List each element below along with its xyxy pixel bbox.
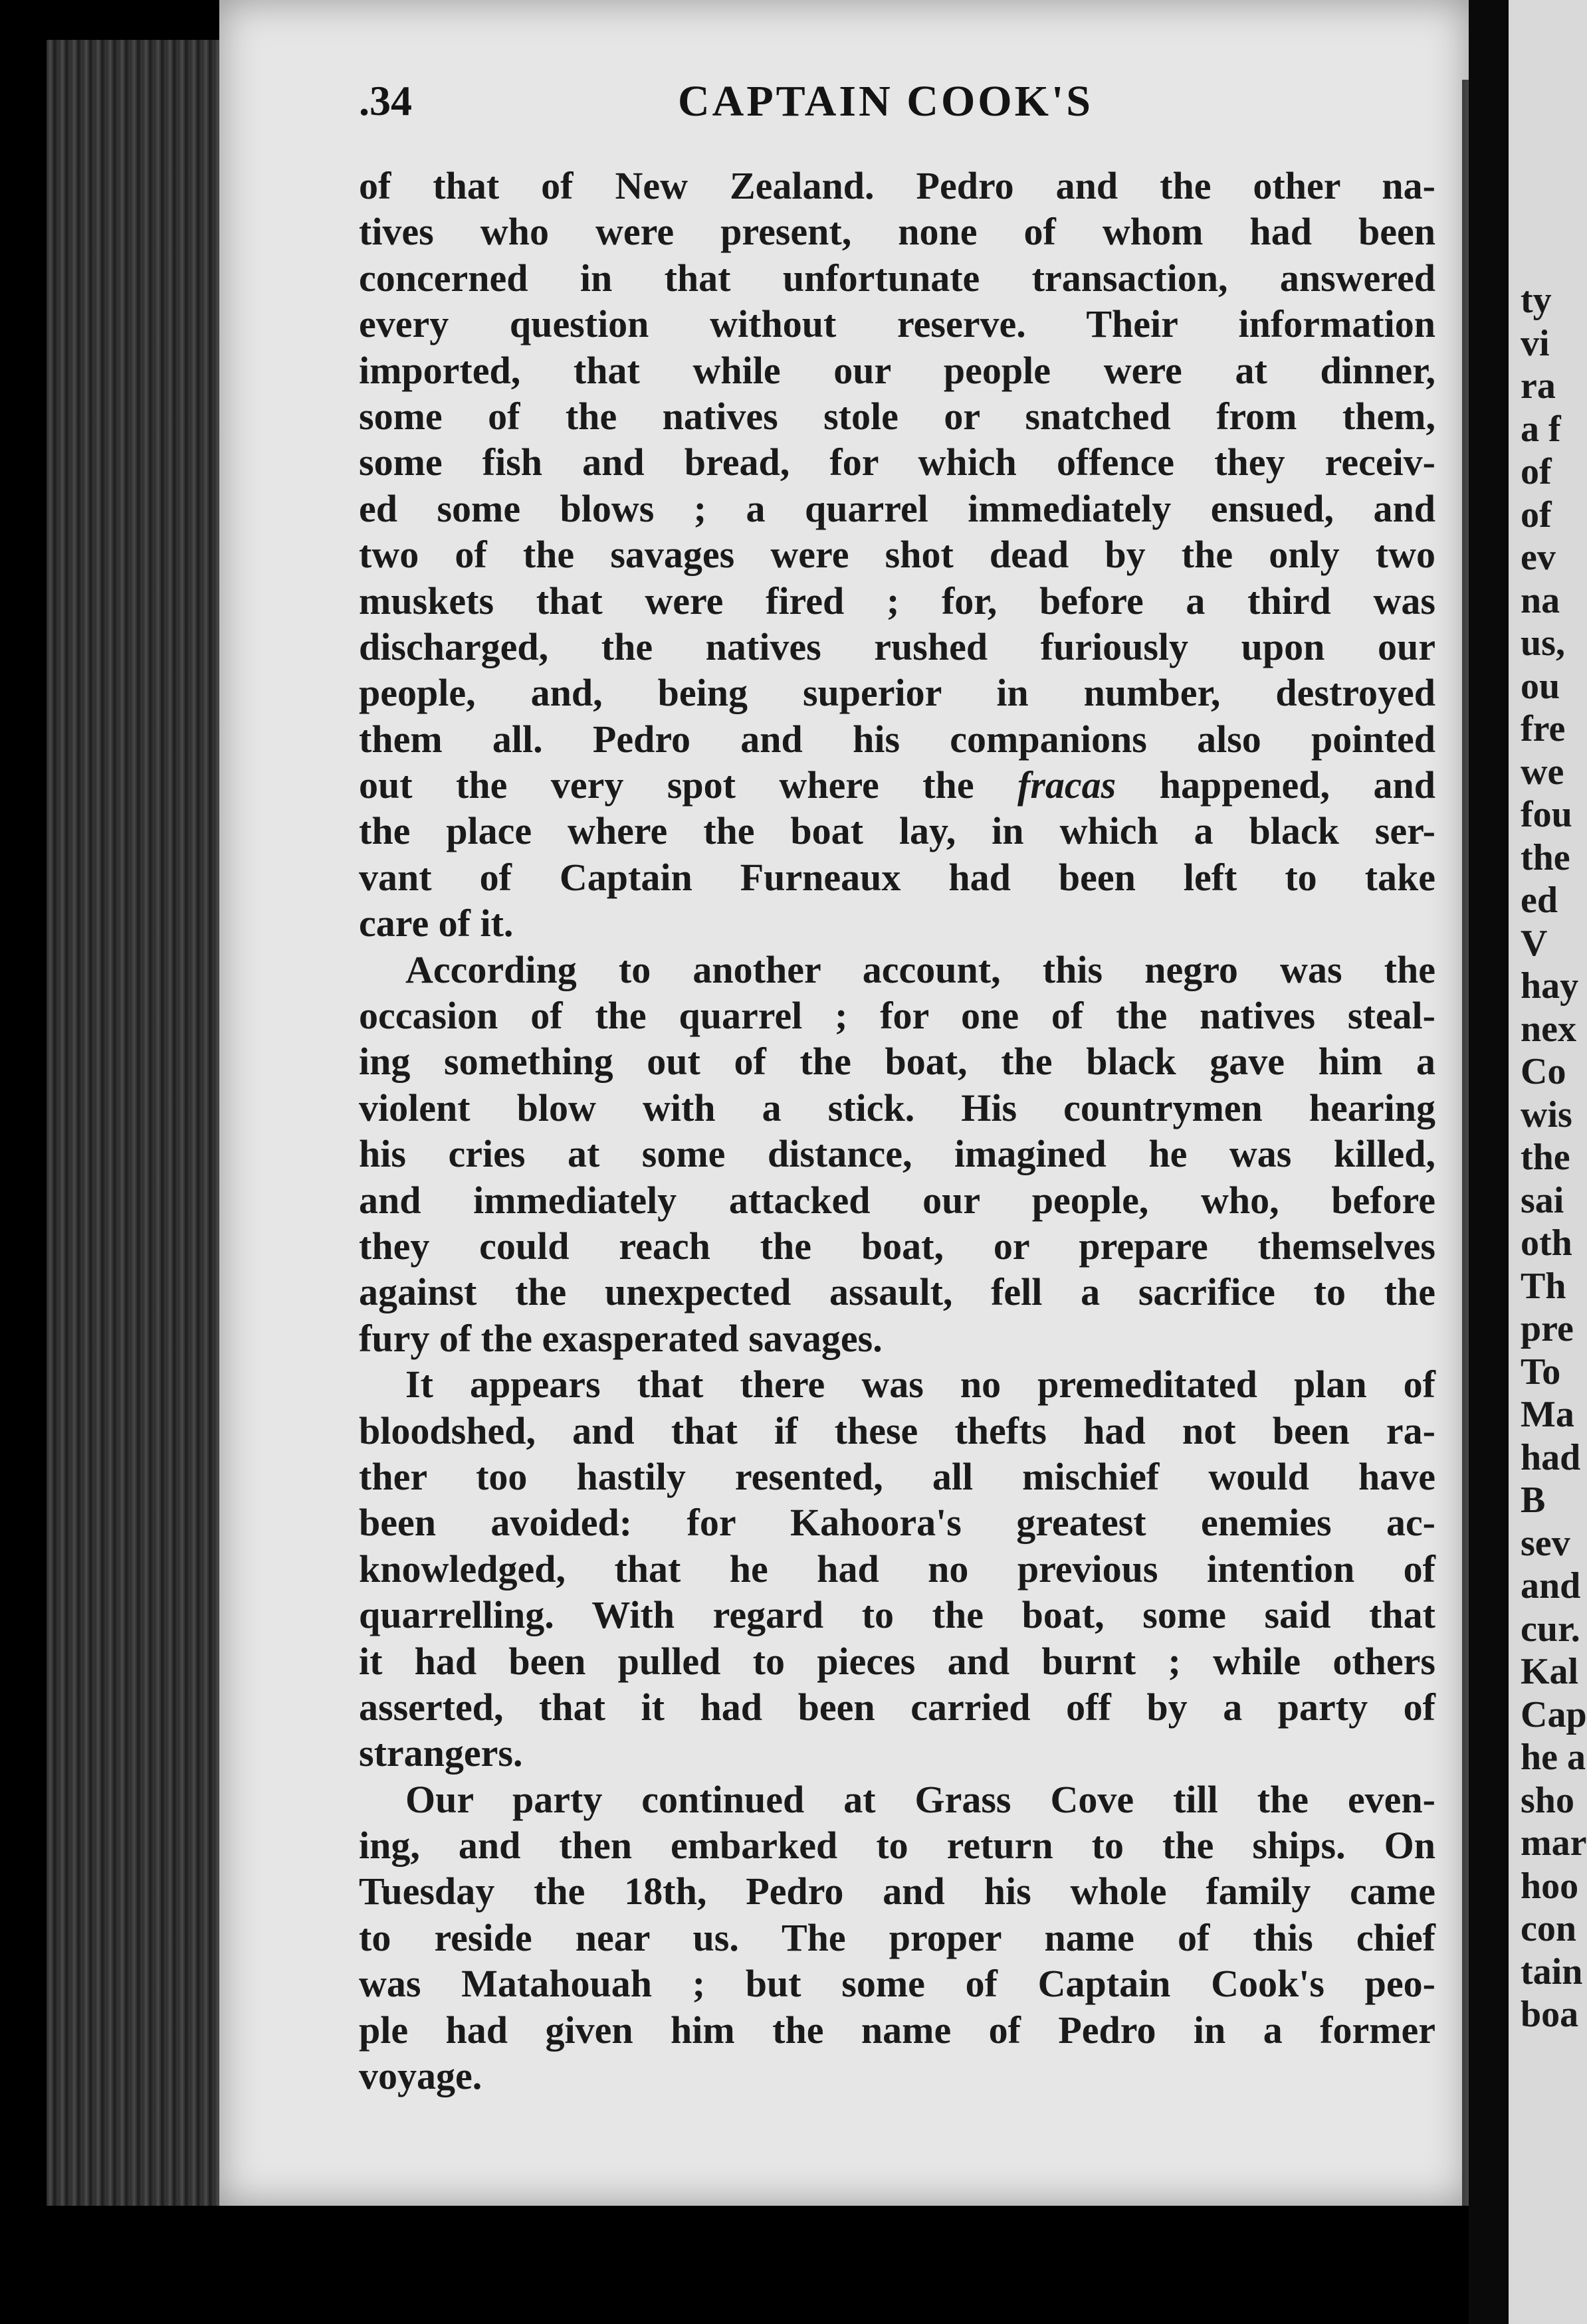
facing-page-fragment: B <box>1521 1480 1546 1521</box>
facing-page-fragment: nex <box>1521 1008 1576 1050</box>
text-line: It appears that there was no premeditated plan of <box>405 1363 1435 1406</box>
facing-page-fragment: he a <box>1521 1737 1586 1778</box>
page-number: .34 <box>359 77 412 124</box>
text-line: bloodshed, and that if these thefts had not been ra- <box>359 1408 1435 1452</box>
book-edge-left <box>47 40 223 2206</box>
facing-page-fragment: con <box>1521 1908 1576 1949</box>
facing-page-fragment: hoo <box>1521 1865 1579 1907</box>
facing-page-fragment: and <box>1521 1565 1581 1606</box>
text-line: concerned in that unfortunate transaction, answered <box>359 256 1435 300</box>
facing-page-fragment: Kal <box>1521 1651 1579 1692</box>
facing-page-fragment: pre <box>1521 1308 1574 1349</box>
facing-page-fragment: To <box>1521 1351 1561 1393</box>
text-line: of that of New Zealand. Pedro and the other na- <box>359 164 1435 207</box>
facing-page-fragment: wis <box>1521 1094 1572 1135</box>
facing-page-fragment: the <box>1521 836 1570 878</box>
facing-page-fragment: cur. <box>1521 1608 1580 1650</box>
text-line: Our party continued at Grass Cove till the even- <box>405 1777 1435 1821</box>
facing-page-fragment: Ma <box>1521 1394 1574 1435</box>
text-line: fury of the exasperated savages. <box>359 1316 883 1360</box>
text-line: ther too hastily resented, all mischief would have <box>359 1454 1435 1498</box>
text-line: occasion of the quarrel ; for one of the natives steal- <box>359 994 1435 1038</box>
text-line: his cries at some distance, imagined he was killed, <box>359 1132 1435 1176</box>
facing-page-fragment: sev <box>1521 1522 1570 1564</box>
italic-word: fracas <box>1017 763 1116 807</box>
facing-page-fragment: we <box>1521 751 1564 793</box>
text-segment: happened, and <box>1116 763 1435 807</box>
text-line: they could reach the boat, or prepare themselves <box>359 1224 1435 1268</box>
text-segment: out the very spot where the <box>359 763 1018 807</box>
text-line: muskets that were fired ; for, before a third was <box>359 579 1435 623</box>
page-header <box>359 76 1435 136</box>
facing-page-fragment: had <box>1521 1436 1581 1478</box>
text-line: voyage. <box>359 2054 482 2098</box>
facing-page-fragment: na <box>1521 579 1560 621</box>
facing-page-fragment: us, <box>1521 623 1565 664</box>
facing-page-fragment: ra <box>1521 365 1556 407</box>
text-line: ing something out of the boat, the black gave him a <box>359 1040 1435 1084</box>
facing-page-fragment: ev <box>1521 537 1556 578</box>
facing-page-fragment: of <box>1521 451 1552 492</box>
text-line: some of the natives stole or snatched from them, <box>359 394 1435 438</box>
text-line: them all. Pedro and his companions also pointed <box>359 717 1435 761</box>
text-line: quarrelling. With regard to the boat, some said that <box>359 1593 1435 1637</box>
text-line: some fish and bread, for which offence they receiv- <box>359 440 1435 484</box>
text-line: Tuesday the 18th, Pedro and his whole family came <box>359 1870 1435 1913</box>
facing-page-fragment: boa <box>1521 1994 1579 2035</box>
text-line: every question without reserve. Their information <box>359 302 1435 346</box>
text-line: strangers. <box>359 1731 523 1775</box>
facing-page-fragment: sho <box>1521 1779 1574 1821</box>
facing-page-fragment: ty <box>1521 280 1552 321</box>
facing-page-fragment: mar <box>1521 1822 1587 1864</box>
facing-page-strip <box>1509 0 1587 2324</box>
facing-page-fragment: the <box>1521 1137 1570 1178</box>
text-line: asserted, that it had been carried off by a party of <box>359 1685 1435 1729</box>
text-line: discharged, the natives rushed furiously upon our <box>359 625 1435 668</box>
facing-page-fragment: oth <box>1521 1222 1572 1264</box>
facing-page-fragment: Cap <box>1521 1694 1587 1735</box>
text-line: violent blow with a stick. His countrymen hearing <box>359 1086 1435 1129</box>
text-line: been avoided: for Kahoora's greatest enemies ac- <box>359 1501 1435 1545</box>
text-line: people, and, being superior in number, destroyed <box>359 671 1435 715</box>
facing-page-fragment: sai <box>1521 1179 1564 1221</box>
running-title: CAPTAIN COOK'S <box>678 77 1093 126</box>
text-line: tives who were present, none of whom had been <box>359 210 1435 254</box>
text-line: the place where the boat lay, in which a black ser- <box>359 809 1435 853</box>
facing-page-fragment: a f <box>1521 408 1561 450</box>
text-line: care of it. <box>359 902 514 945</box>
text-line: vant of Captain Furneaux had been left to take <box>359 855 1435 899</box>
text-line: According to another account, this negro was the <box>405 947 1435 991</box>
body-text <box>359 163 1435 2099</box>
text-line: imported, that while our people were at dinner, <box>359 348 1435 392</box>
facing-page-fragment: hay <box>1521 965 1579 1007</box>
text-line <box>359 762 1435 808</box>
text-line: to reside near us. The proper name of this chief <box>359 1915 1435 1959</box>
text-line: ple had given him the name of Pedro in a former <box>359 2008 1435 2052</box>
text-line: it had been pulled to pieces and burnt ; while others <box>359 1639 1435 1683</box>
facing-page-fragment: Th <box>1521 1265 1566 1307</box>
text-line: was Matahouah ; but some of Captain Cook's peo- <box>359 1962 1435 2006</box>
text-line: ed some blows ; a quarrel immediately ensued, and <box>359 486 1435 530</box>
facing-page-fragment: vi <box>1521 322 1550 364</box>
text-line: knowledged, that he had no previous intention of <box>359 1547 1435 1591</box>
facing-page-fragment: of <box>1521 494 1552 535</box>
book-gutter <box>1469 0 1509 2324</box>
facing-page-fragment: V <box>1521 922 1548 964</box>
text-line: two of the savages were shot dead by the only two <box>359 533 1435 577</box>
text-line: against the unexpected assault, fell a sacrifice to the <box>359 1270 1435 1314</box>
text-line: and immediately attacked our people, who, before <box>359 1178 1435 1222</box>
facing-page-fragment: ou <box>1521 665 1560 707</box>
text-line: ing, and then embarked to return to the ships. On <box>359 1824 1435 1868</box>
facing-page-fragment: tain <box>1521 1951 1583 1992</box>
facing-page-fragment: ed <box>1521 880 1558 921</box>
facing-page-fragment: fre <box>1521 708 1566 749</box>
facing-page-fragment: fou <box>1521 794 1572 835</box>
facing-page-fragment: Co <box>1521 1051 1566 1092</box>
